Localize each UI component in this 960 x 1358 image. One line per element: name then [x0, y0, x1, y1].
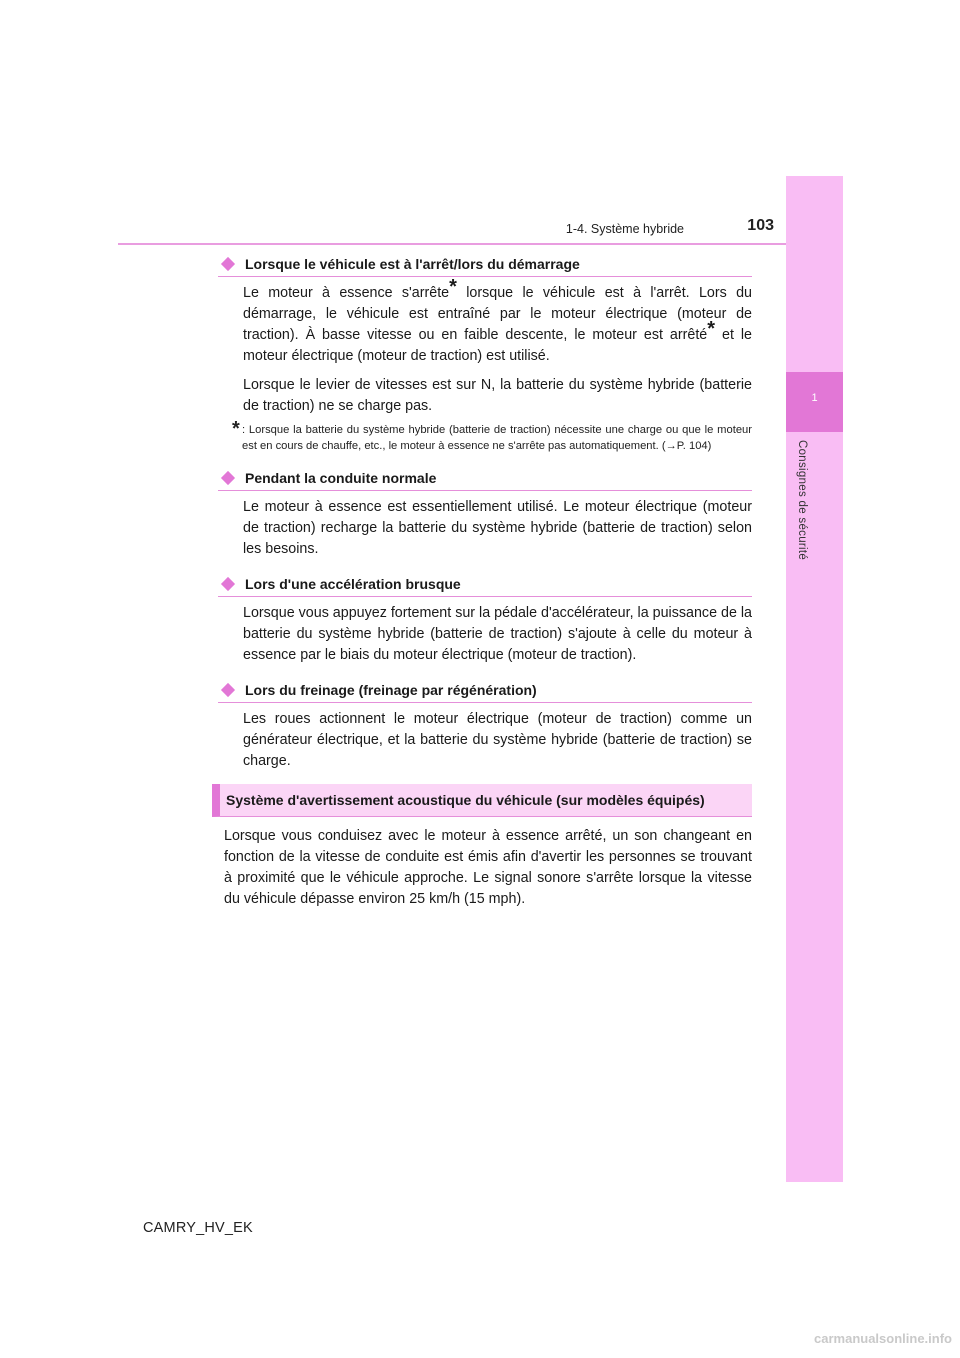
paragraph: Les roues actionnent le moteur électrique (moteur de traction) comme un générateur électrique, et la batterie du système hybride (batterie de traction) se charge. [243, 711, 752, 769]
chapter-side-tab [786, 176, 843, 1182]
diamond-bullet-icon [221, 683, 235, 697]
header-divider [118, 243, 842, 245]
section-title: 1-4. Système hybride [565, 222, 684, 236]
asterisk-mark: * [449, 276, 457, 299]
chapter-number: 1 [811, 392, 818, 404]
paragraph: Lorsque vous appuyez fortement sur la pédale d'accélérateur, la puissance de la batterie du système hybride (batterie de traction) s'ajoute à celle du moteur à essence par le biais du moteur électrique (moteur de traction). [243, 605, 752, 663]
diamond-bullet-icon [221, 257, 235, 271]
watermark: carmanualsonline.info [814, 1331, 952, 1346]
sub-heading [218, 252, 752, 277]
section-stop-start [212, 252, 752, 454]
text-run: lorsque le véhicule est à l'arrêt. Lors du démarrage, le véhicule est entraîné par le moteur électrique (moteur de traction). À basse vitesse ou en faible descente, le moteur est arrêté [243, 285, 752, 343]
section-normal-driving [212, 466, 752, 560]
sub-heading-text: Lorsque le véhicule est à l'arrêt/lors du démarrage [245, 256, 580, 272]
asterisk-mark: * [707, 318, 716, 341]
paragraph: Lorsque le levier de vitesses est sur N, la batterie du système hybride (batterie de traction) ne se charge pas. [243, 377, 752, 414]
sub-heading-text: Lors du freinage (freinage par régénération) [245, 682, 537, 698]
footnote [232, 418, 752, 454]
section-braking [212, 678, 752, 772]
chapter-label: Consignes de sécurité [796, 440, 808, 561]
model-code: CAMRY_HV_EK [143, 1220, 253, 1236]
sub-heading [218, 572, 752, 597]
text-run: Le moteur à essence s'arrête [243, 285, 450, 301]
footnote-asterisk: * [232, 418, 240, 440]
footnote-text: : Lorsque la batterie du système hybride (batterie de traction) nécessite une charge ou que le moteur est en cours de chauffe, etc., le moteur à essence ne s'arrête pas automatiquement. (→P. 104) [242, 424, 752, 452]
paragraph [243, 276, 752, 367]
paragraph: Lorsque vous conduisez avec le moteur à essence arrêté, un son changeant en fonction de la vitesse de conduite est émis afin d'avertir les personnes se trouvant à proximité que le véhicule approche. Le signal sonore s'arrête lorsque la vitesse du véhicule dépasse environ 25 km/h (15 mph). [224, 828, 752, 907]
diamond-bullet-icon [221, 471, 235, 485]
box-heading: Système d'avertissement acoustique du véhicule (sur modèles équipés) [212, 784, 752, 817]
page-number: 103 [747, 217, 774, 234]
text-run: et le moteur électrique (moteur de traction) est utilisé. [243, 327, 752, 364]
sub-heading [218, 678, 752, 703]
page-content [212, 252, 752, 910]
section-hard-acceleration [212, 572, 752, 666]
sub-heading [218, 466, 752, 491]
diamond-bullet-icon [221, 577, 235, 591]
paragraph: Le moteur à essence est essentiellement utilisé. Le moteur électrique (moteur de traction) recharge la batterie du système hybride (batterie de traction) selon les besoins. [243, 499, 752, 557]
sub-heading-text: Pendant la conduite normale [245, 470, 437, 486]
sub-heading-text: Lors d'une accélération brusque [245, 576, 461, 592]
